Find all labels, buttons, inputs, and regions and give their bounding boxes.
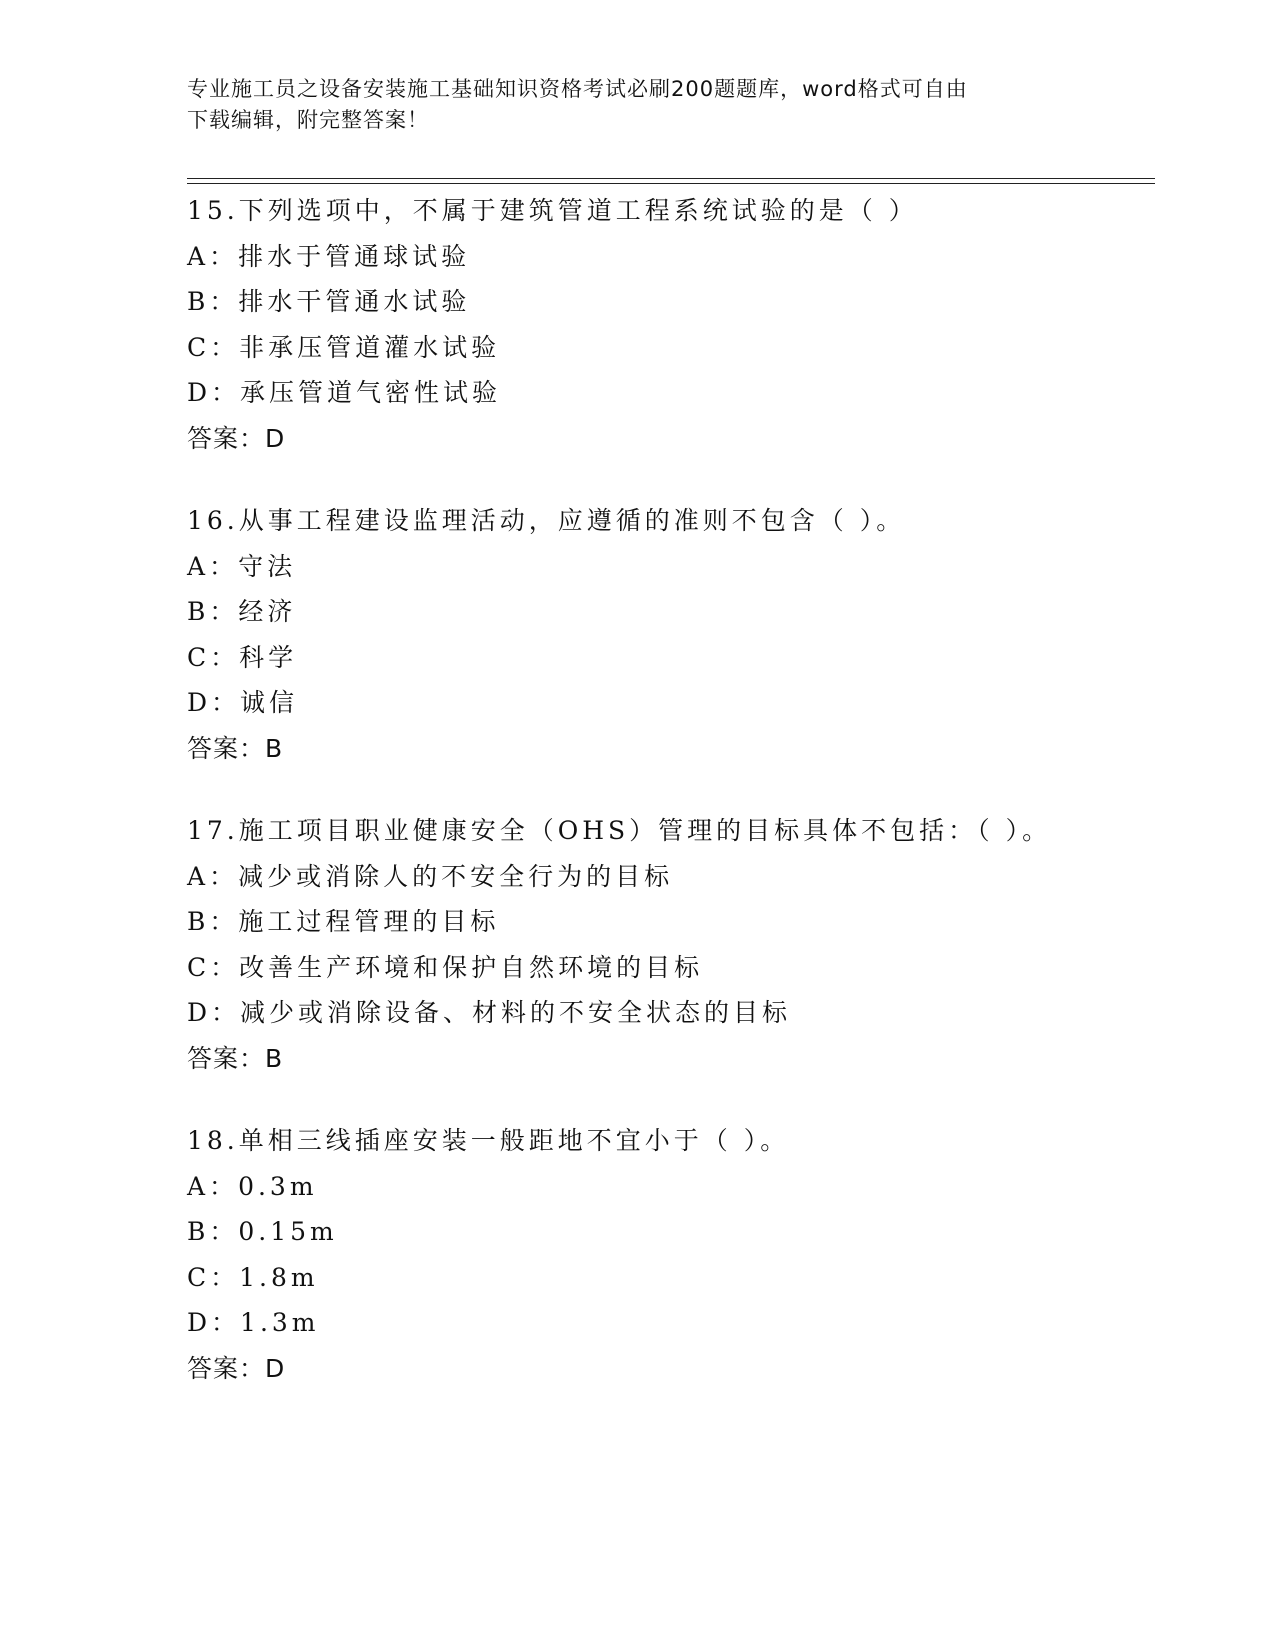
option-d: [187, 990, 1147, 1036]
question-list: [187, 188, 1147, 1428]
option-c: [187, 635, 1147, 681]
option-d: [187, 370, 1147, 416]
option-b: [187, 279, 1147, 325]
option-key: D：: [187, 688, 241, 717]
option-b: [187, 899, 1147, 945]
option-text: 施工过程管理的目标: [238, 907, 500, 936]
option-key: B：: [187, 907, 239, 936]
question-title: 15.下列选项中，不属于建筑管道工程系统试验的是（ ）: [187, 196, 918, 225]
option-d: [187, 680, 1147, 726]
option-c: [187, 945, 1147, 991]
option-text: 减少或消除设备、材料的不安全状态的目标: [240, 998, 792, 1027]
option-text: 守法: [238, 551, 297, 581]
document-header: [187, 74, 1067, 136]
option-key: A：: [187, 551, 239, 581]
question-17: [187, 808, 1147, 1081]
option-text: 0.15m: [238, 1217, 338, 1246]
option-c: [187, 325, 1147, 371]
question-15: [187, 188, 1147, 461]
answer: 答案：B: [187, 1043, 284, 1073]
option-key: B：: [187, 287, 239, 316]
option-b: [187, 1209, 1147, 1255]
option-text: 科学: [239, 642, 298, 672]
option-key: C：: [187, 1262, 240, 1292]
option-d: [187, 1300, 1147, 1346]
answer: 答案：D: [187, 423, 286, 453]
option-c: [187, 1255, 1147, 1301]
option-text: 减少或消除人的不安全行为的目标: [238, 861, 674, 891]
option-a: [187, 234, 1147, 280]
option-key: B：: [187, 1217, 239, 1246]
option-key: D：: [187, 378, 241, 407]
option-a: [187, 1164, 1147, 1210]
option-text: 非承压管道灌水试验: [239, 332, 501, 362]
answer: 答案：B: [187, 733, 284, 763]
option-a: [187, 854, 1147, 900]
option-key: C：: [187, 642, 240, 672]
option-text: 承压管道气密性试验: [240, 378, 502, 407]
question-title: 18.单相三线插座安装一般距地不宜小于（ ）。: [187, 1126, 790, 1155]
option-key: B：: [187, 597, 239, 626]
answer: 答案：D: [187, 1353, 286, 1383]
header-line-1: 专业施工员之设备安装施工基础知识资格考试必刷200题题库，word格式可自由: [187, 77, 968, 101]
option-text: 诚信: [240, 688, 299, 717]
question-title: 17.施工项目职业健康安全（OHS）管理的目标具体不包括：（ ）。: [187, 816, 1052, 845]
option-key: A：: [187, 861, 239, 891]
option-key: D：: [187, 998, 241, 1027]
option-text: 1.3m: [240, 1308, 320, 1337]
option-text: 改善生产环境和保护自然环境的目标: [239, 952, 704, 982]
question-16: [187, 498, 1147, 771]
option-key: A：: [187, 1171, 239, 1201]
option-b: [187, 589, 1147, 635]
option-key: C：: [187, 332, 240, 362]
option-key: C：: [187, 952, 240, 982]
option-key: D：: [187, 1308, 241, 1337]
option-text: 排水于管通球试验: [238, 241, 471, 271]
option-a: [187, 544, 1147, 590]
question-title: 16.从事工程建设监理活动，应遵循的准则不包含（ ）。: [187, 506, 906, 535]
header-divider-bottom: [187, 183, 1155, 184]
header-line-2: 下载编辑，附完整答案！: [187, 108, 429, 132]
question-18: [187, 1118, 1147, 1391]
header-divider-top: [187, 178, 1155, 179]
option-text: 排水干管通水试验: [238, 287, 471, 316]
option-text: 经济: [238, 597, 297, 626]
option-text: 0.3m: [238, 1171, 318, 1201]
option-key: A：: [187, 241, 239, 271]
option-text: 1.8m: [239, 1262, 319, 1292]
